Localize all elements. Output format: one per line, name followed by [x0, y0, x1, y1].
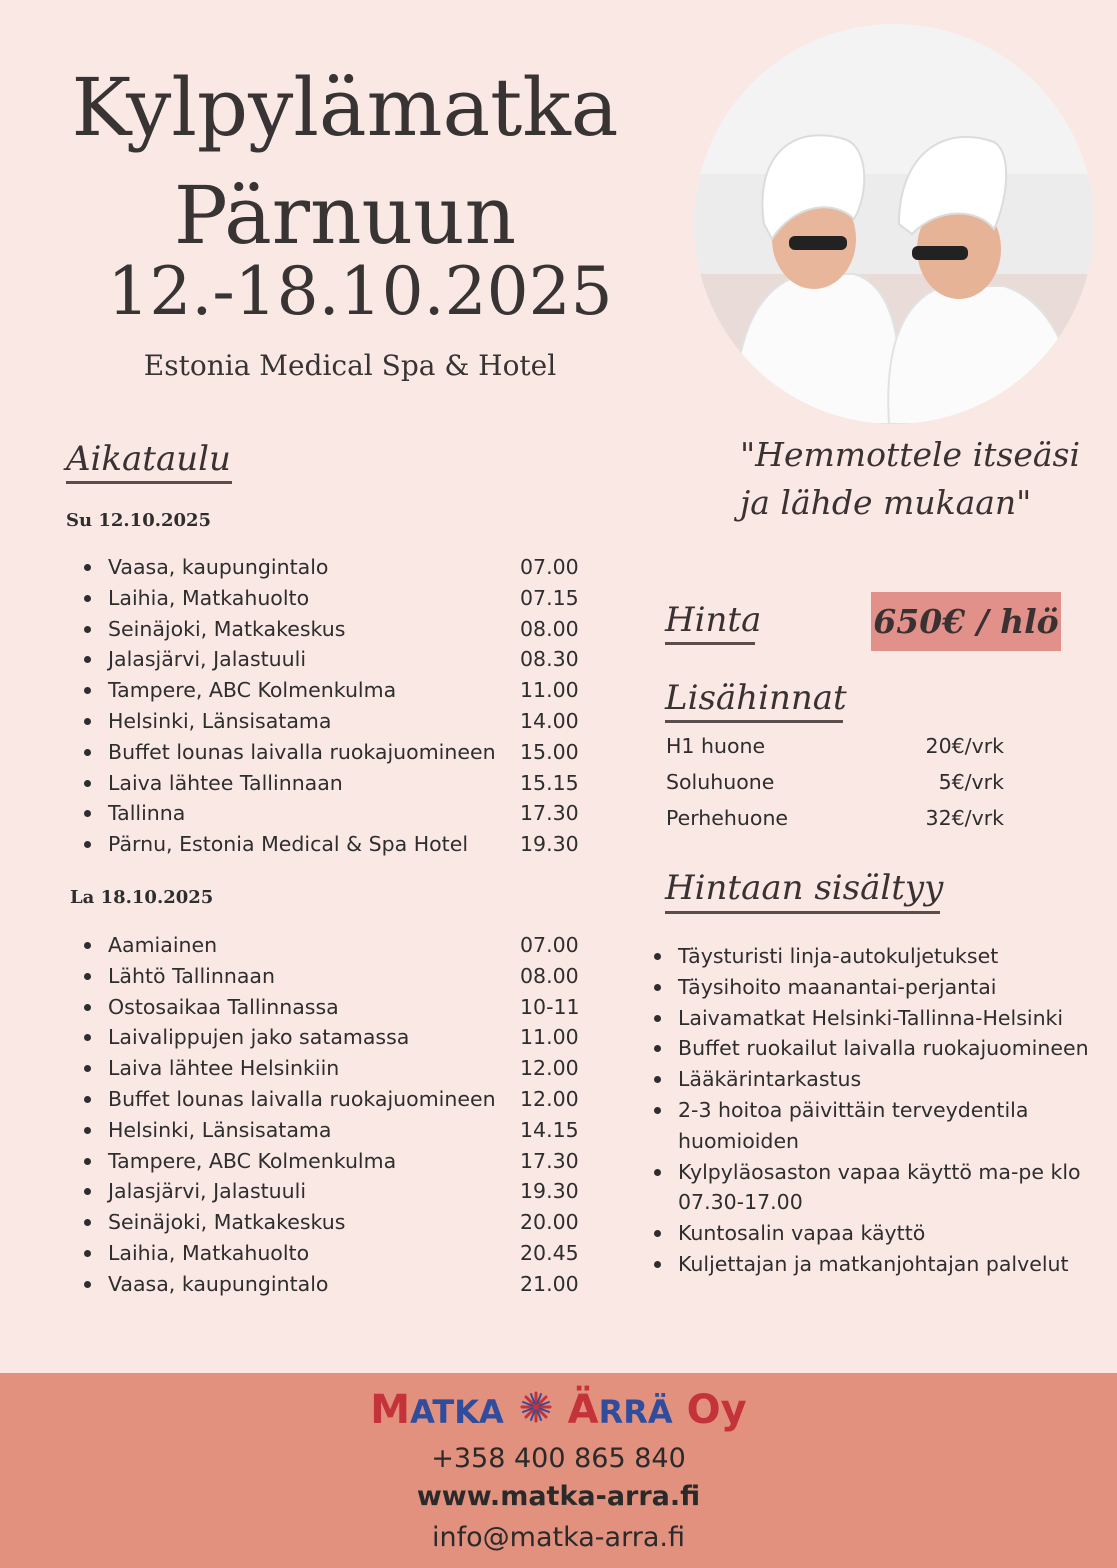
included-item	[652, 1003, 1112, 1034]
quote-line-2: ja lähde mukaan"	[740, 483, 1032, 522]
schedule-place: Buffet lounas laivalla ruokajuomineen	[108, 1086, 496, 1111]
included-item	[652, 1095, 1112, 1157]
bullet-icon	[84, 687, 91, 694]
schedule-time: 08.30	[520, 647, 579, 672]
quote-line-1: "Hemmottele itseäsi	[740, 435, 1081, 474]
included-text: Laivamatkat Helsinki-Tallinna-Helsinki	[678, 1005, 1064, 1030]
schedule-item	[82, 706, 602, 737]
extras-table	[662, 728, 1008, 836]
included-text: Kuljettajan ja matkanjohtajan palvelut	[678, 1251, 1069, 1276]
schedule-item	[82, 992, 602, 1023]
included-item	[652, 1218, 1112, 1249]
company-logo	[0, 1384, 1117, 1438]
schedule-place: Laivalippujen jako satamassa	[108, 1025, 410, 1050]
bullet-icon	[84, 1281, 91, 1288]
schedule-time: 20.00	[520, 1210, 579, 1235]
schedule-time: 10-11	[520, 994, 580, 1019]
schedule-place: Ostosaikaa Tallinnassa	[108, 994, 339, 1019]
schedule-time: 19.30	[520, 1179, 579, 1204]
schedule-time: 14.00	[520, 708, 579, 733]
schedule-item	[82, 829, 602, 860]
schedule-time: 21.00	[520, 1271, 579, 1296]
hotel-name: Estonia Medical Spa & Hotel	[143, 349, 557, 382]
price-heading-underline	[665, 642, 755, 645]
schedule-place: Pärnu, Estonia Medical & Spa Hotel	[108, 832, 469, 857]
schedule-place: Seinäjoki, Matkakeskus	[108, 616, 346, 641]
schedule-place: Helsinki, Länsisatama	[108, 708, 332, 733]
schedule-time: 12.00	[520, 1056, 579, 1081]
schedule-place: Vaasa, kaupungintalo	[108, 555, 329, 579]
extras-row	[662, 800, 1008, 836]
bullet-icon	[654, 1169, 661, 1176]
bullet-icon	[84, 1250, 91, 1257]
bullet-icon	[84, 1127, 91, 1134]
schedule-place: Buffet lounas laivalla ruokajuomineen	[108, 739, 496, 764]
schedule-place: Laihia, Matkahuolto	[108, 585, 310, 610]
schedule-heading: Aikataulu	[66, 439, 231, 479]
schedule-time: 20.45	[520, 1240, 579, 1265]
schedule-time: 14.15	[520, 1117, 579, 1142]
spa-photo	[694, 24, 1094, 424]
bullet-icon	[654, 1015, 661, 1022]
schedule-time: 19.30	[520, 832, 579, 857]
schedule-item	[82, 614, 602, 645]
bullet-icon	[654, 1076, 661, 1083]
schedule-time: 08.00	[520, 963, 579, 988]
included-item	[652, 972, 1112, 1003]
included-item	[652, 1033, 1112, 1064]
included-heading: Hintaan sisältyy	[665, 868, 944, 908]
bullet-icon	[654, 1230, 661, 1237]
included-text: Täysihoito maanantai-perjantai	[678, 974, 997, 999]
schedule-place: Jalasjärvi, Jalastuuli	[108, 1179, 307, 1204]
trip-dates: 12.-18.10.2025	[107, 253, 613, 330]
extras-value: 5€/vrk	[938, 770, 1004, 794]
day-2-label: La 18.10.2025	[70, 887, 214, 908]
flower-icon	[518, 1386, 554, 1438]
logo-letter-m: M	[370, 1387, 411, 1433]
logo-atka: ATKA	[410, 1393, 504, 1431]
schedule-item	[82, 644, 602, 675]
schedule-place: Tampere, ABC Kolmenkulma	[108, 1148, 397, 1173]
bullet-icon	[84, 595, 91, 602]
bullet-icon	[654, 1261, 661, 1268]
schedule-place: Helsinki, Länsisatama	[108, 1117, 332, 1142]
bullet-icon	[84, 656, 91, 663]
bullet-icon	[654, 1045, 661, 1052]
title-line-1: Kylpylämatka	[71, 61, 619, 154]
schedule-place: Seinäjoki, Matkakeskus	[108, 1210, 346, 1235]
schedule-place: Tampere, ABC Kolmenkulma	[108, 678, 397, 703]
phone-number: +358 400 865 840	[431, 1443, 686, 1474]
extras-heading-underline	[665, 720, 843, 723]
schedule-item	[82, 930, 602, 961]
schedule-time: 12.00	[520, 1086, 579, 1111]
schedule-time: 07.15	[520, 585, 579, 610]
included-item	[652, 941, 1112, 972]
schedule-item	[82, 1269, 602, 1300]
schedule-place: Lähtö Tallinnaan	[108, 963, 275, 988]
schedule-item	[82, 1176, 602, 1207]
day-1-schedule	[82, 552, 602, 860]
extras-label: Soluhuone	[666, 770, 775, 794]
included-text: Täysturisti linja-autokuljetukset	[678, 944, 999, 968]
bullet-icon	[84, 810, 91, 817]
schedule-place: Tallinna	[108, 801, 186, 826]
bullet-icon	[84, 1065, 91, 1072]
price-heading: Hinta	[665, 600, 762, 640]
schedule-heading-underline	[66, 481, 232, 484]
bullet-icon	[654, 953, 661, 960]
schedule-time: 07.00	[520, 555, 579, 579]
logo-letter-a: Ä	[567, 1387, 599, 1433]
day-1-label: Su 12.10.2025	[66, 510, 212, 531]
schedule-time: 11.00	[520, 1025, 579, 1050]
bullet-icon	[84, 1158, 91, 1165]
extras-label: H1 huone	[666, 734, 766, 758]
bullet-icon	[654, 1107, 661, 1114]
included-text: Buffet ruokailut laivalla ruokajuomineen	[678, 1036, 1089, 1061]
website-link[interactable]: www.matka-arra.fi	[416, 1481, 701, 1512]
schedule-time: 11.00	[520, 678, 579, 703]
bullet-icon	[84, 841, 91, 848]
logo-oy: Oy	[686, 1387, 747, 1433]
included-text: Kylpyläosaston vapaa käyttö ma-pe klo 07.30-17.00	[678, 1159, 1081, 1215]
schedule-item	[82, 768, 602, 799]
schedule-place: Laiva lähtee Tallinnaan	[108, 770, 343, 795]
extras-row	[662, 764, 1008, 800]
schedule-time: 15.00	[520, 739, 579, 764]
extras-heading: Lisähinnat	[665, 678, 847, 718]
schedule-time: 15.15	[520, 770, 579, 795]
spa-women-illustration	[694, 24, 1094, 424]
schedule-place: Laihia, Matkahuolto	[108, 1240, 310, 1265]
email-link[interactable]: info@matka-arra.fi	[432, 1522, 685, 1553]
schedule-time: 07.00	[520, 933, 579, 957]
extras-value: 20€/vrk	[925, 734, 1004, 758]
extras-label: Perhehuone	[666, 806, 789, 830]
bullet-icon	[84, 1219, 91, 1226]
schedule-item	[82, 1053, 602, 1084]
included-item	[652, 1157, 1112, 1219]
schedule-item	[82, 583, 602, 614]
bullet-icon	[84, 718, 91, 725]
title-line-2: Pärnuun	[173, 169, 517, 262]
bullet-icon	[84, 942, 91, 949]
schedule-place: Jalasjärvi, Jalastuuli	[108, 647, 307, 672]
extras-value: 32€/vrk	[925, 806, 1004, 830]
included-item	[652, 1064, 1112, 1095]
price-value: 650€ / hlö	[873, 602, 1059, 641]
schedule-item	[82, 675, 602, 706]
schedule-item	[82, 1084, 602, 1115]
logo-rra: RRÄ	[598, 1393, 673, 1431]
schedule-place: Laiva lähtee Helsinkiin	[108, 1056, 340, 1081]
schedule-item	[82, 798, 602, 829]
schedule-item	[82, 961, 602, 992]
bullet-icon	[84, 1188, 91, 1195]
included-text: 2-3 hoitoa päivittäin terveydentila huomioiden	[678, 1097, 1029, 1153]
included-text: Kuntosalin vapaa käyttö	[678, 1221, 926, 1246]
bullet-icon	[654, 984, 661, 991]
schedule-time: 17.30	[520, 1148, 579, 1173]
schedule-item	[82, 737, 602, 768]
schedule-time: 17.30	[520, 801, 579, 826]
bullet-icon	[84, 626, 91, 633]
included-item	[652, 1249, 1112, 1280]
schedule-item	[82, 552, 602, 583]
extras-row	[662, 728, 1008, 764]
schedule-time: 08.00	[520, 616, 579, 641]
bullet-icon	[84, 973, 91, 980]
included-list	[652, 941, 1112, 1280]
included-text: Lääkärintarkastus	[678, 1067, 862, 1092]
included-heading-underline	[665, 911, 940, 914]
day-2-schedule	[82, 930, 602, 1300]
bullet-icon	[84, 749, 91, 756]
schedule-item	[82, 1115, 602, 1146]
schedule-item	[82, 1022, 602, 1053]
schedule-item	[82, 1146, 602, 1177]
schedule-item	[82, 1238, 602, 1269]
bullet-icon	[84, 1034, 91, 1041]
bullet-icon	[84, 1096, 91, 1103]
bullet-icon	[84, 780, 91, 787]
schedule-place: Vaasa, kaupungintalo	[108, 1271, 329, 1296]
schedule-place: Aamiainen	[108, 933, 218, 957]
bullet-icon	[84, 1004, 91, 1011]
schedule-item	[82, 1207, 602, 1238]
bullet-icon	[84, 564, 91, 571]
